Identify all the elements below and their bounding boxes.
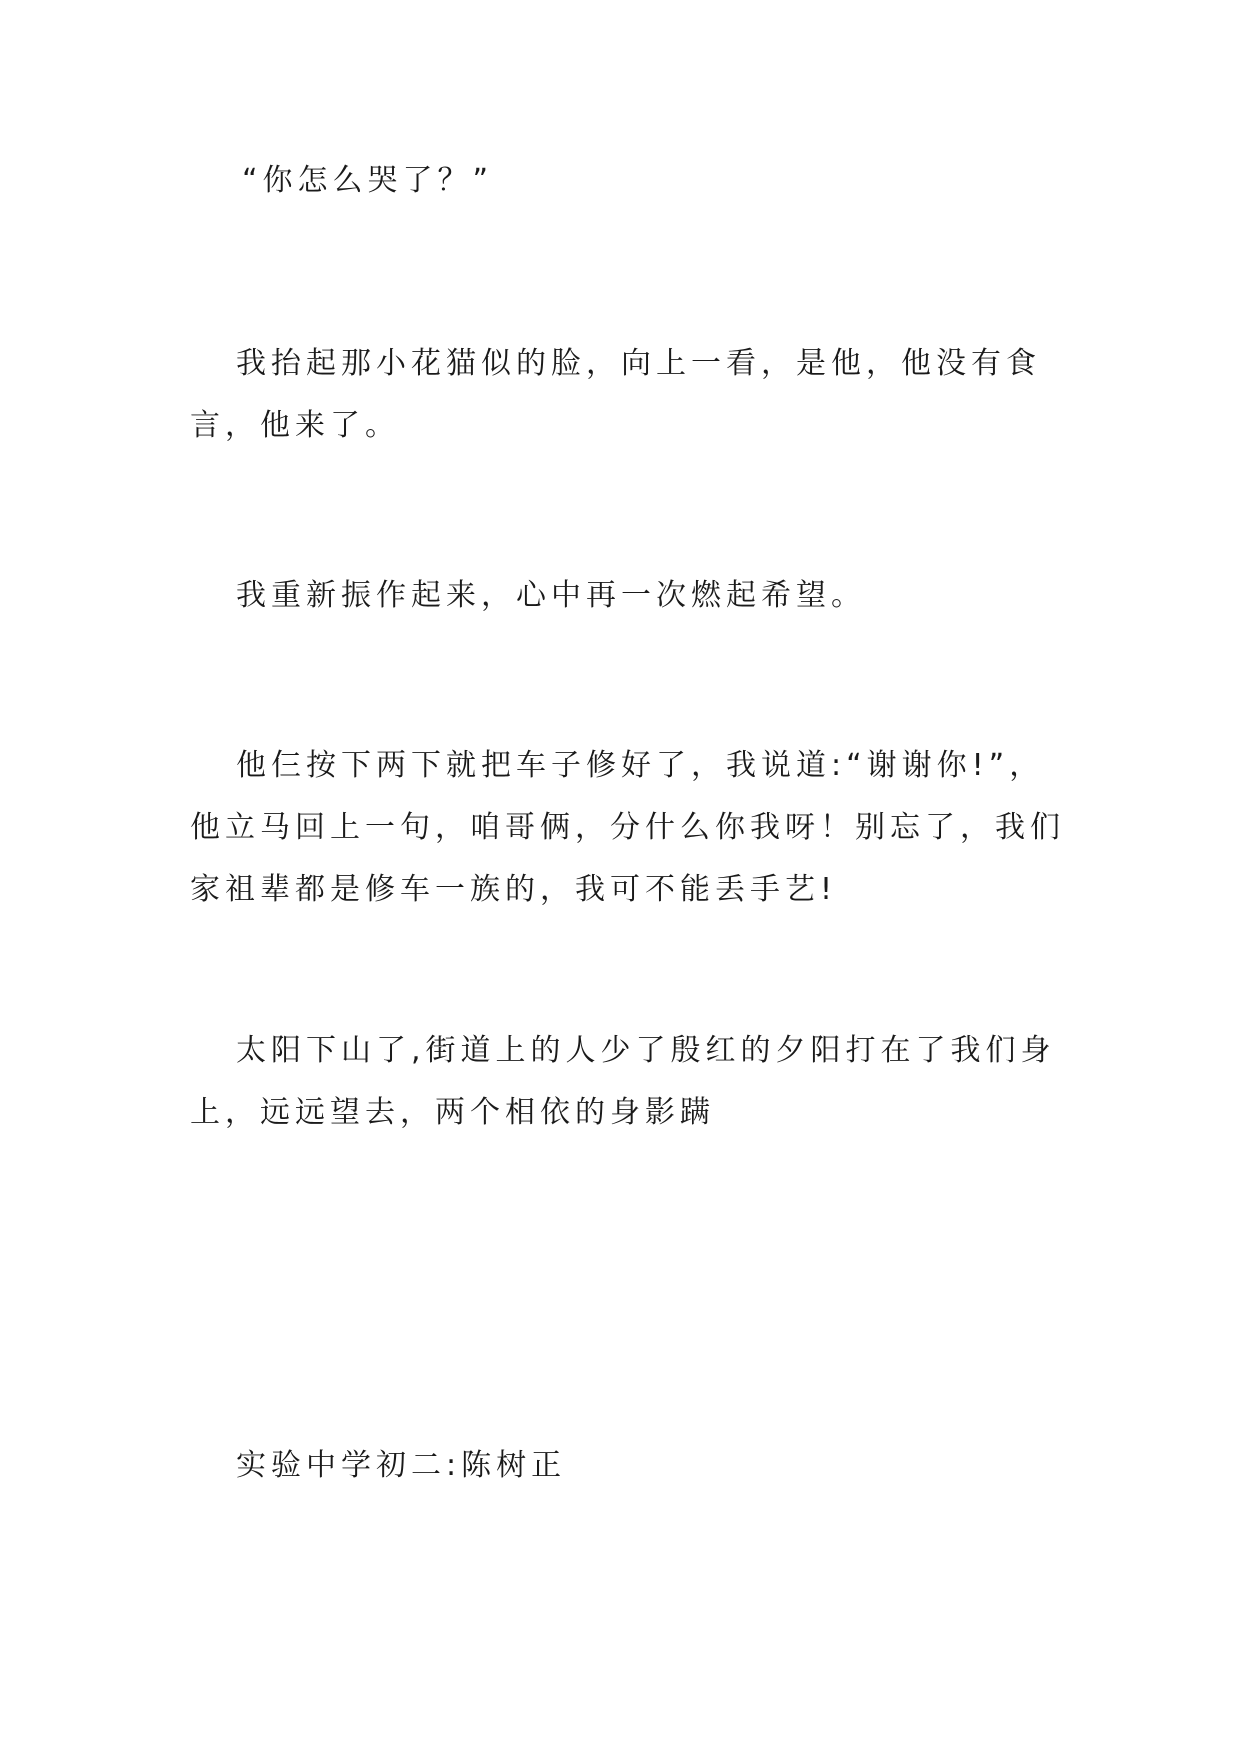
paragraph-1: “你怎么哭了？”: [242, 163, 494, 198]
paragraph-2: 我抬起那小花猫似的脸，向上一看，是他，他没有食言，他来了。: [190, 346, 1041, 443]
paragraph-3: 我重新振作起来，心中再一次燃起希望。: [236, 578, 866, 613]
paragraph-5: 太阳下山了,街道上的人少了殷红的夕阳打在了我们身上，远远望去，两个相依的身影蹒: [190, 1033, 1056, 1130]
author-signature: 实验中学初二:陈树正: [236, 1448, 567, 1483]
paragraph-4: 他仨按下两下就把车子修好了，我说道:“谢谢你!”，他立马回上一句，咱哥俩，分什么你我呀！别忘了，我们家祖辈都是修车一族的，我可不能丢手艺!: [190, 748, 1065, 907]
